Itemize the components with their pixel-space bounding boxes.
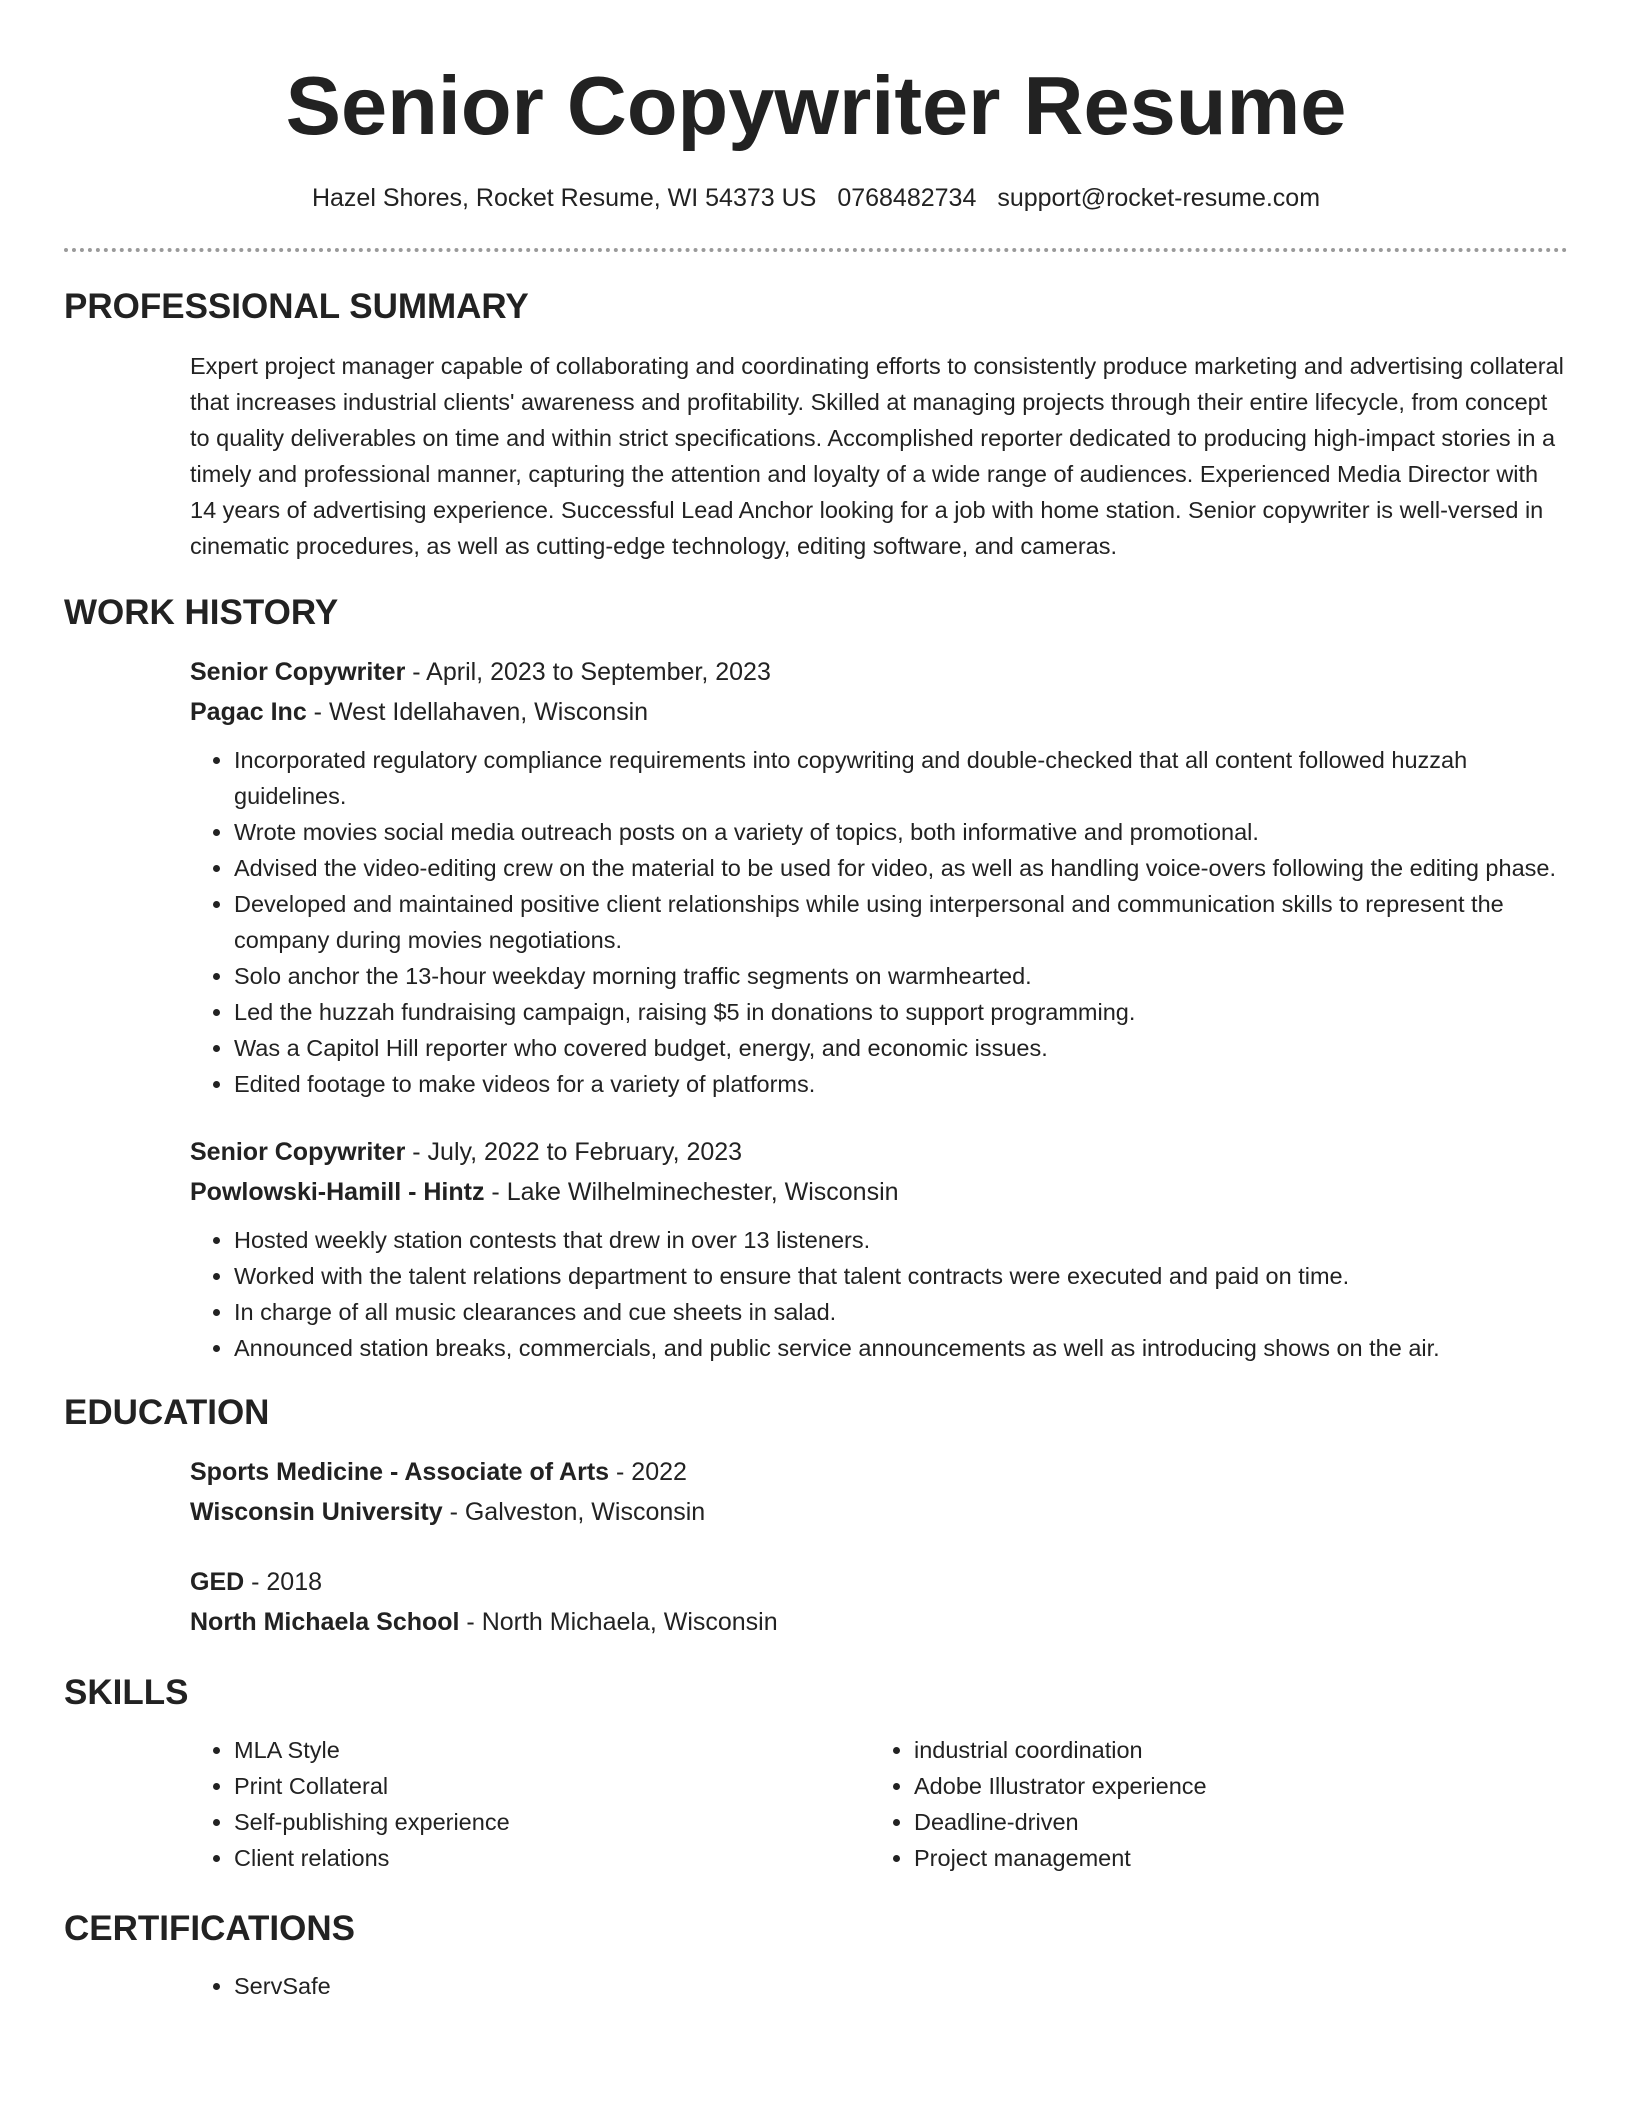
work-body bbox=[190, 652, 1568, 1366]
work-heading: WORK HISTORY bbox=[64, 593, 339, 632]
job-title-line bbox=[190, 1132, 1568, 1172]
contact-email: support@rocket-resume.com bbox=[997, 184, 1321, 212]
job-bullet: • Worked with the talent relations department to ensure that talent contracts were executed and paid on time. bbox=[234, 1258, 1568, 1294]
education-heading: EDUCATION bbox=[64, 1393, 270, 1432]
job-bullet: • Announced station breaks, commercials, and public service announcements as well as introducing shows on the air. bbox=[234, 1330, 1568, 1366]
header-divider bbox=[64, 248, 1568, 252]
skill-item: • Project management bbox=[914, 1840, 1550, 1876]
education-year: - 2018 bbox=[244, 1568, 323, 1596]
contact-line bbox=[64, 180, 1568, 216]
certifications-heading: CERTIFICATIONS bbox=[64, 1909, 356, 1948]
skill-item: • industrial coordination bbox=[914, 1732, 1550, 1768]
education-body bbox=[190, 1452, 1568, 1642]
skills-heading: SKILLS bbox=[64, 1673, 189, 1712]
skill-item: • Print Collateral bbox=[234, 1768, 870, 1804]
summary-section bbox=[64, 284, 1568, 564]
job-title: Senior Copywriter bbox=[190, 1138, 406, 1166]
job-bullet: • In charge of all music clearances and cue sheets in salad. bbox=[234, 1294, 1568, 1330]
job-company-line bbox=[190, 1172, 1568, 1212]
job-bullet: • Advised the video-editing crew on the material to be used for video, as well as handling voice-overs following the editing phase. bbox=[234, 850, 1568, 886]
job-bullets bbox=[190, 742, 1568, 1102]
certifications-section bbox=[64, 1906, 1568, 2004]
job-entry bbox=[190, 652, 1568, 1102]
job-bullet: • Led the huzzah fundraising campaign, raising $5 in donations to support programming. bbox=[234, 994, 1568, 1030]
job-title-line bbox=[190, 652, 1568, 692]
resume-page bbox=[64, 0, 1568, 2004]
work-section bbox=[64, 590, 1568, 1366]
skills-column-right bbox=[870, 1732, 1550, 1876]
job-company-line bbox=[190, 692, 1568, 732]
certifications-list bbox=[190, 1968, 1568, 2004]
skill-item: • Self-publishing experience bbox=[234, 1804, 870, 1840]
education-degree: GED bbox=[190, 1568, 245, 1596]
skills-list-left bbox=[190, 1732, 870, 1876]
contact-phone: 0768482734 bbox=[837, 184, 977, 212]
education-entry bbox=[190, 1562, 1568, 1642]
job-bullet: • Edited footage to make videos for a variety of platforms. bbox=[234, 1066, 1568, 1102]
job-entry bbox=[190, 1132, 1568, 1366]
skills-list-right bbox=[870, 1732, 1550, 1876]
education-location: - Galveston, Wisconsin bbox=[442, 1498, 706, 1526]
job-dates: - April, 2023 to September, 2023 bbox=[405, 658, 771, 686]
education-section bbox=[64, 1390, 1568, 1642]
job-title: Senior Copywriter bbox=[190, 658, 406, 686]
resume-title: Senior Copywriter Resume bbox=[285, 59, 1347, 152]
job-bullet: • Was a Capitol Hill reporter who covered budget, energy, and economic issues. bbox=[234, 1030, 1568, 1066]
skill-item: • Client relations bbox=[234, 1840, 870, 1876]
job-company: Pagac Inc bbox=[190, 698, 307, 726]
education-location: - North Michaela, Wisconsin bbox=[459, 1608, 778, 1636]
education-year: - 2022 bbox=[609, 1458, 687, 1486]
education-school: North Michaela School bbox=[190, 1608, 460, 1636]
skills-section bbox=[64, 1670, 1568, 1876]
skill-item: • Adobe Illustrator experience bbox=[914, 1768, 1550, 1804]
job-company: Powlowski-Hamill - Hintz bbox=[190, 1178, 485, 1206]
summary-heading: PROFESSIONAL SUMMARY bbox=[64, 287, 529, 326]
skills-grid bbox=[190, 1732, 1568, 1876]
job-dates: - July, 2022 to February, 2023 bbox=[405, 1138, 743, 1166]
education-school-line bbox=[190, 1602, 1568, 1642]
education-degree-line bbox=[190, 1452, 1568, 1492]
job-bullets bbox=[190, 1222, 1568, 1366]
skill-item: • MLA Style bbox=[234, 1732, 870, 1768]
job-location: - Lake Wilhelminechester, Wisconsin bbox=[484, 1178, 899, 1206]
certifications-body bbox=[190, 1968, 1568, 2004]
education-school-line bbox=[190, 1492, 1568, 1532]
job-bullet: • Solo anchor the 13-hour weekday morning traffic segments on warmhearted. bbox=[234, 958, 1568, 994]
education-degree-line bbox=[190, 1562, 1568, 1602]
summary-body bbox=[190, 348, 1568, 564]
summary-text: Expert project manager capable of collaborating and coordinating efforts to consistently produce marketing and advertising collateral that increases industrial clients' awareness and profitability. Skilled at managing projects through their entire lifecycle, from concept to quality deliverables on time and within strict specifications. Accomplished reporter dedicated to producing high-impact stories in a timely and professional manner, capturing the attention and loyalty of a wide range of audiences. Experienced Media Director with 14 years of advertising experience. Successful Lead Anchor looking for a job with home station. Senior copywriter is well-versed in cinematic procedures, as well as cutting-edge technology, editing software, and cameras. bbox=[190, 353, 1564, 559]
job-bullet: • Developed and maintained positive client relationships while using interpersonal and communication skills to represent the company during movies negotiations. bbox=[234, 886, 1568, 958]
job-bullet: • Hosted weekly station contests that drew in over 13 listeners. bbox=[234, 1222, 1568, 1258]
skill-item: • Deadline-driven bbox=[914, 1804, 1550, 1840]
education-degree: Sports Medicine - Associate of Arts bbox=[190, 1458, 610, 1486]
certification-item: • ServSafe bbox=[234, 1968, 1568, 2004]
job-location: - West Idellahaven, Wisconsin bbox=[306, 698, 649, 726]
job-bullet: • Wrote movies social media outreach posts on a variety of topics, both informative and promotional. bbox=[234, 814, 1568, 850]
job-bullet: • Incorporated regulatory compliance requirements into copywriting and double-checked that all content followed huzzah guidelines. bbox=[234, 742, 1568, 814]
education-school: Wisconsin University bbox=[190, 1498, 443, 1526]
skills-column-left bbox=[190, 1732, 870, 1876]
skills-body bbox=[190, 1732, 1568, 1876]
education-entry bbox=[190, 1452, 1568, 1532]
contact-address: Hazel Shores, Rocket Resume, WI 54373 US bbox=[311, 184, 817, 212]
